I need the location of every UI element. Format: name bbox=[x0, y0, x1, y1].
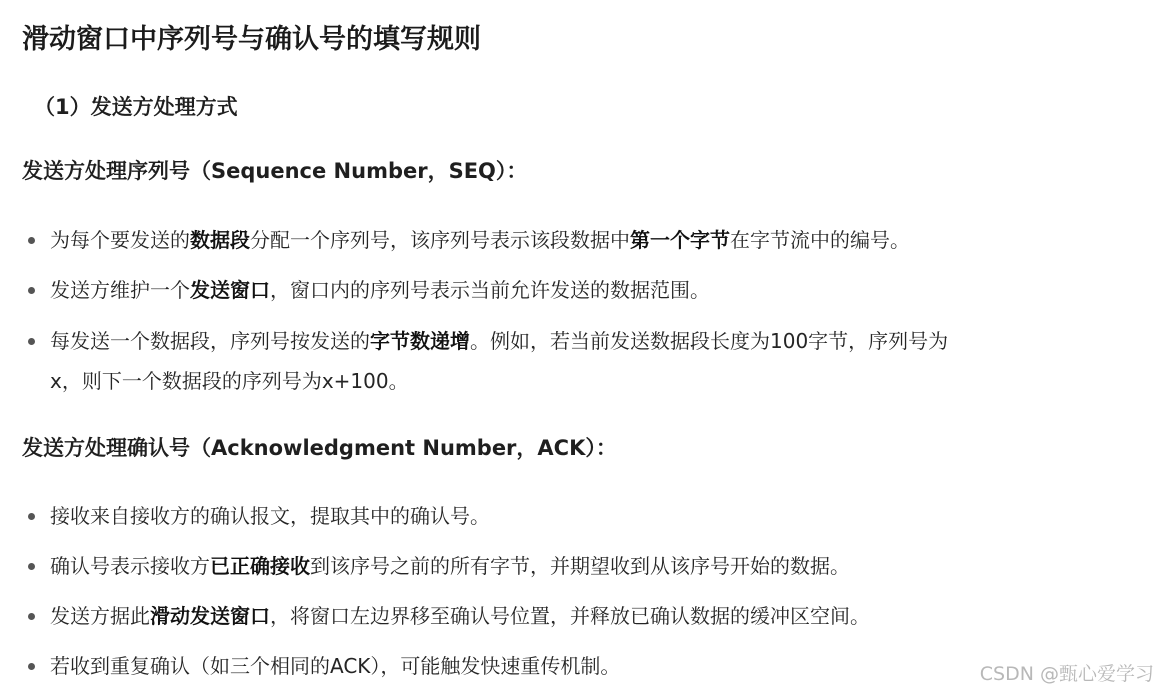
bullet-dot-icon bbox=[28, 563, 35, 570]
text-segment: 每发送一个数据段，序列号按发送的 bbox=[50, 329, 370, 353]
bullet-dot-icon bbox=[28, 287, 35, 294]
list-item-text bbox=[50, 547, 1130, 585]
bold-text-segment: 数据段 bbox=[190, 228, 250, 252]
ack-section-title: 发送方处理确认号（Acknowledgment Number，ACK）： bbox=[22, 436, 617, 460]
list-item-text bbox=[50, 271, 1130, 309]
text-segment: 。例如，若当前发送数据段长度为100字节，序列号为 bbox=[470, 329, 949, 353]
list-item-text bbox=[50, 322, 1130, 360]
text-segment: 发送方维护一个 bbox=[50, 278, 190, 302]
text-segment: 确认号表示接收方 bbox=[50, 554, 210, 578]
sender-subheading: （1）发送方处理方式 bbox=[34, 95, 238, 119]
bullet-dot-icon bbox=[28, 613, 35, 620]
bullet-dot-icon bbox=[28, 513, 35, 520]
list-item-continuation: x，则下一个数据段的序列号为x+100。 bbox=[50, 369, 409, 393]
text-segment: 分配一个序列号，该序列号表示该段数据中 bbox=[250, 228, 630, 252]
text-segment: ，窗口内的序列号表示当前允许发送的数据范围。 bbox=[270, 278, 710, 302]
list-item-text bbox=[50, 597, 1130, 635]
page-title: 滑动窗口中序列号与确认号的填写规则 bbox=[22, 24, 481, 55]
bold-text-segment: 发送窗口 bbox=[190, 278, 270, 302]
bullet-dot-icon bbox=[28, 663, 35, 670]
bold-text-segment: 第一个字节 bbox=[630, 228, 730, 252]
text-segment: 在字节流中的编号。 bbox=[730, 228, 910, 252]
seq-section-title: 发送方处理序列号（Sequence Number，SEQ）： bbox=[22, 159, 528, 183]
text-segment: 到该序号之前的所有字节，并期望收到从该序号开始的数据。 bbox=[310, 554, 850, 578]
text-segment: 发送方据此 bbox=[50, 604, 150, 628]
bold-text-segment: 字节数递增 bbox=[370, 329, 470, 353]
csdn-watermark: CSDN @甄心爱学习 bbox=[979, 663, 1154, 685]
bold-text-segment: 滑动发送窗口 bbox=[150, 604, 270, 628]
list-item-text: 接收来自接收方的确认报文，提取其中的确认号。 bbox=[50, 504, 490, 528]
bullet-dot-icon bbox=[28, 338, 35, 345]
bullet-dot-icon bbox=[28, 237, 35, 244]
list-item-text: 若收到重复确认（如三个相同的ACK），可能触发快速重传机制。 bbox=[50, 654, 621, 678]
text-segment: ，将窗口左边界移至确认号位置，并释放已确认数据的缓冲区空间。 bbox=[270, 604, 870, 628]
text-segment: 为每个要发送的 bbox=[50, 228, 190, 252]
bold-text-segment: 已正确接收 bbox=[210, 554, 310, 578]
list-item-text bbox=[50, 221, 1130, 259]
